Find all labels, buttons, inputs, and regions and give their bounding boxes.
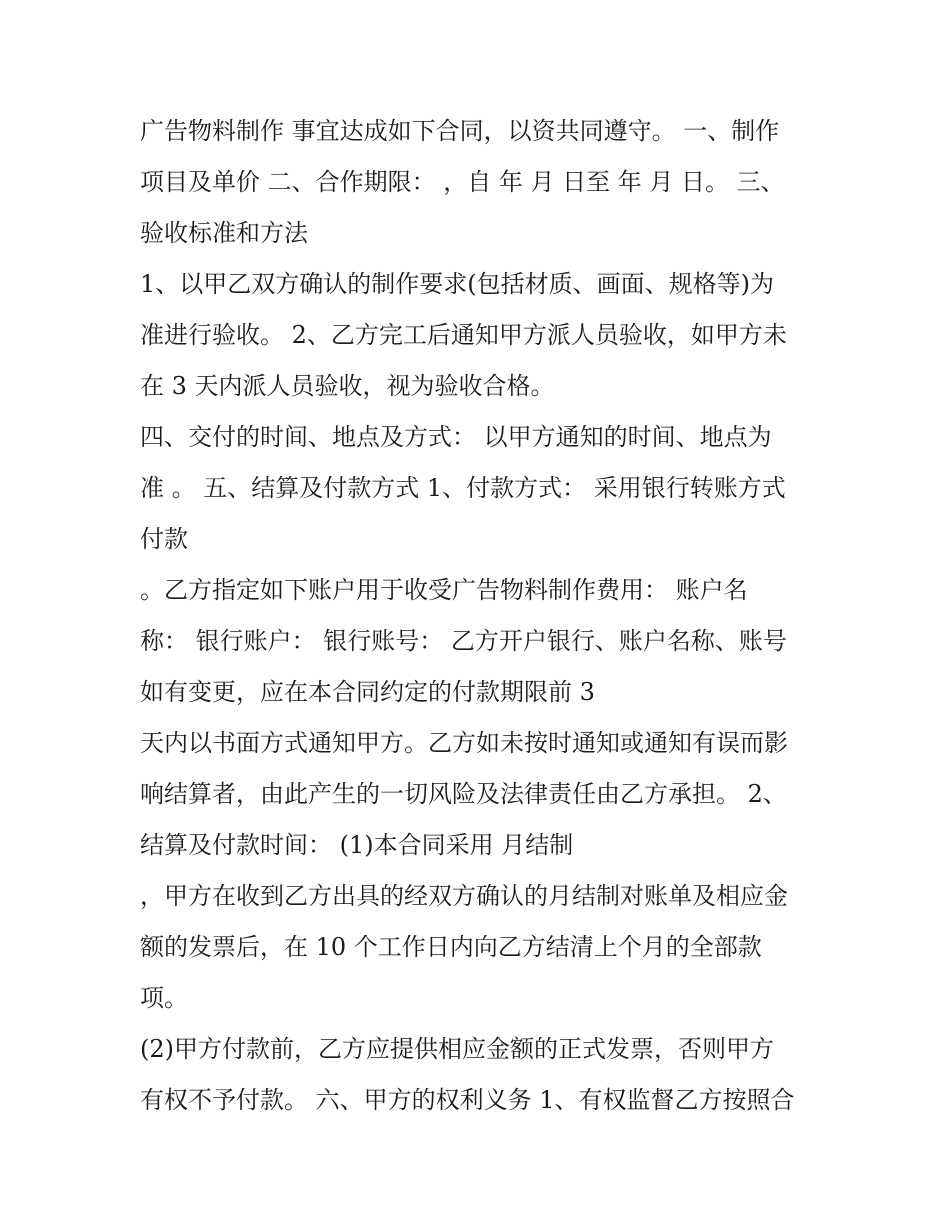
text-line-16: ，甲方在收到乙方出具的经双方确认的月结制对账单及相应金 (140, 882, 788, 910)
text-line-14: 响结算者，由此产生的一切风险及法律责任由乙方承担。 2、 (140, 780, 787, 808)
text-line-9: 付款 (140, 525, 188, 553)
text-line-4: 1、以甲乙双方确认的制作要求(包括材质、画面、规格等)为 (140, 270, 774, 298)
text-line-17: 额的发票后，在 10 个工作日内向乙方结清上个月的全部款 (140, 933, 762, 961)
text-line-19: (2)甲方付款前，乙方应提供相应金额的正式发票，否则甲方 (140, 1035, 774, 1063)
text-line-15: 结算及付款时间： (1)本合同采用 月结制 (140, 831, 574, 859)
text-line-3: 验收标准和方法 (140, 219, 308, 247)
text-line-13: 天内以书面方式通知甲方。乙方如未按时通知或通知有误而影 (140, 729, 788, 757)
contract-body (140, 106, 820, 1126)
text-line-20: 有权不予付款。 六、甲方的权利义务 1、有权监督乙方按照合 (140, 1086, 795, 1114)
text-line-12: 如有变更，应在本合同约定的付款期限前 3 (140, 678, 595, 706)
text-line-1: 广告物料制作 事宜达成如下合同，以资共同遵守。 一、制作 (140, 117, 780, 145)
text-line-6: 在 3 天内派人员验收，视为验收合格。 (140, 372, 555, 400)
text-line-5: 准进行验收。 2、乙方完工后通知甲方派人员验收，如甲方未 (140, 321, 787, 349)
text-line-11: 称： 银行账户： 银行账号： 乙方开户银行、账户名称、账号 (140, 627, 787, 655)
text-line-8: 准 。 五、结算及付款方式 1、付款方式： 采用银行转账方式 (140, 474, 786, 502)
text-line-2: 项目及单价 二、合作期限： ，自 年 月 日至 年 月 日。 三、 (140, 168, 785, 196)
text-line-10: 。乙方指定如下账户用于收受广告物料制作费用： 账户名 (140, 576, 748, 604)
text-line-18: 项。 (140, 984, 188, 1012)
text-line-7: 四、交付的时间、地点及方式： 以甲方通知的时间、地点为 (140, 423, 772, 451)
